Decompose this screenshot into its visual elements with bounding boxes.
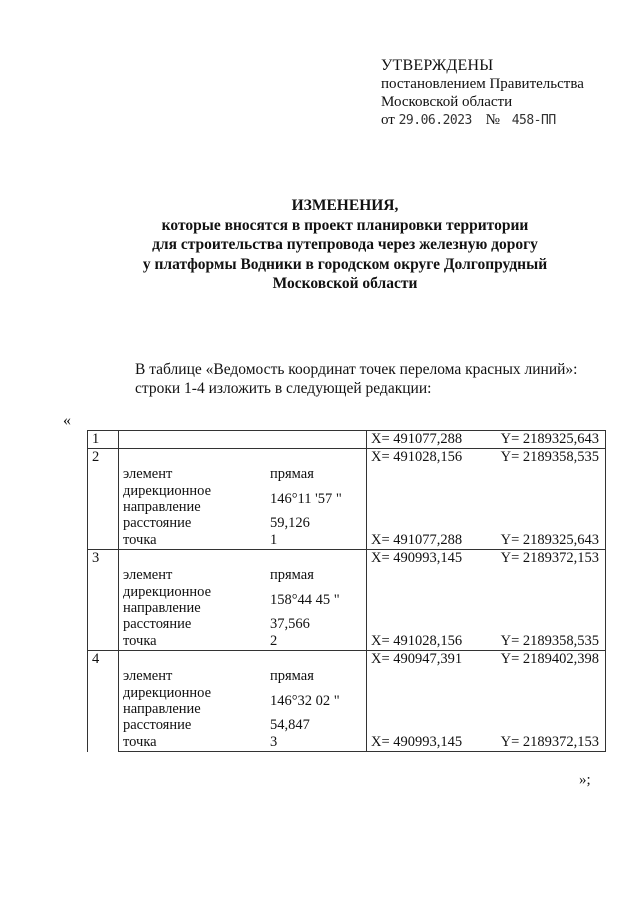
point-value: 1	[270, 532, 278, 548]
title-line-4: у платформы Водники в городском округе Долгопрудный	[142, 255, 548, 273]
y-value: 2189325,643	[522, 532, 599, 548]
direction-label-line-1: дирекционное	[123, 685, 212, 701]
direction-value: 158°44 45 "	[270, 591, 340, 608]
x-label: X=	[371, 449, 390, 465]
y-label: Y=	[500, 734, 520, 750]
row-number: 2	[88, 449, 119, 550]
distance-value: 59,126	[270, 515, 310, 531]
x-value: 491077,288	[393, 431, 463, 447]
direction-value: 146°32 02 "	[270, 692, 340, 709]
x-value: 490993,145	[393, 734, 463, 750]
title-line-3: для строительства путепровода через железную дорогу	[152, 236, 538, 253]
direction-label	[123, 685, 270, 717]
table-row	[88, 651, 606, 669]
point-label: точка	[123, 734, 157, 750]
intro-line-2: строки 1-4 изложить в следующей редакции:	[135, 380, 432, 397]
y-value: 2189372,153	[522, 550, 599, 566]
element-label: элемент	[123, 668, 173, 684]
table-row	[88, 449, 606, 467]
y-label: Y=	[500, 633, 520, 649]
closing-quote: »;	[579, 772, 591, 788]
x-label: X=	[371, 734, 390, 750]
x-value: 490993,145	[393, 550, 463, 566]
distance-label: расстояние	[123, 717, 192, 733]
coordinate-pair	[371, 633, 605, 650]
title-line-2: которые вносятся в проект планировки территории	[161, 216, 529, 234]
title-line-5: Московской области	[272, 275, 418, 292]
x-label: X=	[371, 633, 390, 649]
point-label: точка	[123, 633, 157, 649]
direction-label-line-2: направление	[123, 701, 201, 717]
approval-date: 29.06.2023	[398, 113, 472, 128]
intro-text	[135, 360, 577, 398]
element-value: прямая	[270, 466, 314, 482]
x-label: X=	[371, 651, 390, 667]
x-label: X=	[371, 550, 390, 566]
direction-label	[123, 584, 270, 616]
x-value: 491077,288	[393, 532, 463, 548]
approval-line-1: постановлением Правительства	[381, 76, 584, 92]
point-value: 3	[270, 734, 278, 750]
approval-number: 458-ПП	[511, 113, 556, 128]
y-value: 2189402,398	[522, 651, 599, 667]
table-row	[88, 431, 606, 449]
element-value: прямая	[270, 668, 314, 684]
distance-value: 54,847	[270, 717, 310, 733]
approval-block	[381, 57, 584, 130]
element-label: элемент	[123, 567, 173, 583]
y-label: Y=	[500, 532, 520, 548]
coordinate-pair	[371, 431, 605, 448]
direction-label-line-1: дирекционное	[123, 584, 212, 600]
intro-line-1: В таблице «Ведомость координат точек перелома красных линий»:	[135, 361, 578, 378]
point-value: 2	[270, 633, 278, 649]
coordinate-pair	[371, 532, 605, 549]
y-label: Y=	[500, 651, 520, 667]
direction-label-line-2: направление	[123, 600, 201, 616]
distance-value: 37,566	[270, 616, 310, 632]
approval-date-line	[381, 111, 584, 130]
direction-value: 146°11 '57 "	[270, 490, 342, 507]
y-value: 2189372,153	[522, 734, 599, 750]
point-label: точка	[123, 532, 157, 548]
x-value: 490947,391	[393, 651, 463, 667]
row-number: 1	[88, 431, 119, 449]
x-label: X=	[371, 431, 390, 447]
table-row	[88, 550, 606, 568]
y-value: 2189325,643	[522, 431, 599, 447]
x-value: 491028,156	[393, 449, 463, 465]
date-prefix: от	[381, 112, 395, 128]
x-label: X=	[371, 532, 390, 548]
document-title	[110, 196, 580, 294]
coordinates-table	[87, 430, 606, 752]
distance-label: расстояние	[123, 616, 192, 632]
direction-label-line-1: дирекционное	[123, 483, 212, 499]
direction-label	[123, 483, 270, 515]
direction-label-line-2: направление	[123, 499, 201, 515]
opening-quote: «	[63, 412, 71, 429]
y-label: Y=	[500, 550, 520, 566]
coordinate-pair	[371, 550, 605, 567]
x-value: 491028,156	[393, 633, 463, 649]
row-number: 4	[88, 651, 119, 752]
approval-line-2: Московской области	[381, 94, 513, 110]
title-line-1: ИЗМЕНЕНИЯ,	[291, 197, 399, 214]
element-value: прямая	[270, 567, 314, 583]
distance-label: расстояние	[123, 515, 192, 531]
y-label: Y=	[500, 431, 520, 447]
row-number: 3	[88, 550, 119, 651]
coordinate-pair	[371, 734, 605, 751]
y-value: 2189358,535	[522, 449, 599, 465]
coordinate-pair	[371, 651, 605, 668]
approval-heading: УТВЕРЖДЕНЫ	[381, 57, 494, 74]
y-value: 2189358,535	[522, 633, 599, 649]
element-label: элемент	[123, 466, 173, 482]
y-label: Y=	[500, 449, 520, 465]
coordinate-pair	[371, 449, 605, 466]
number-sign: №	[485, 112, 500, 128]
